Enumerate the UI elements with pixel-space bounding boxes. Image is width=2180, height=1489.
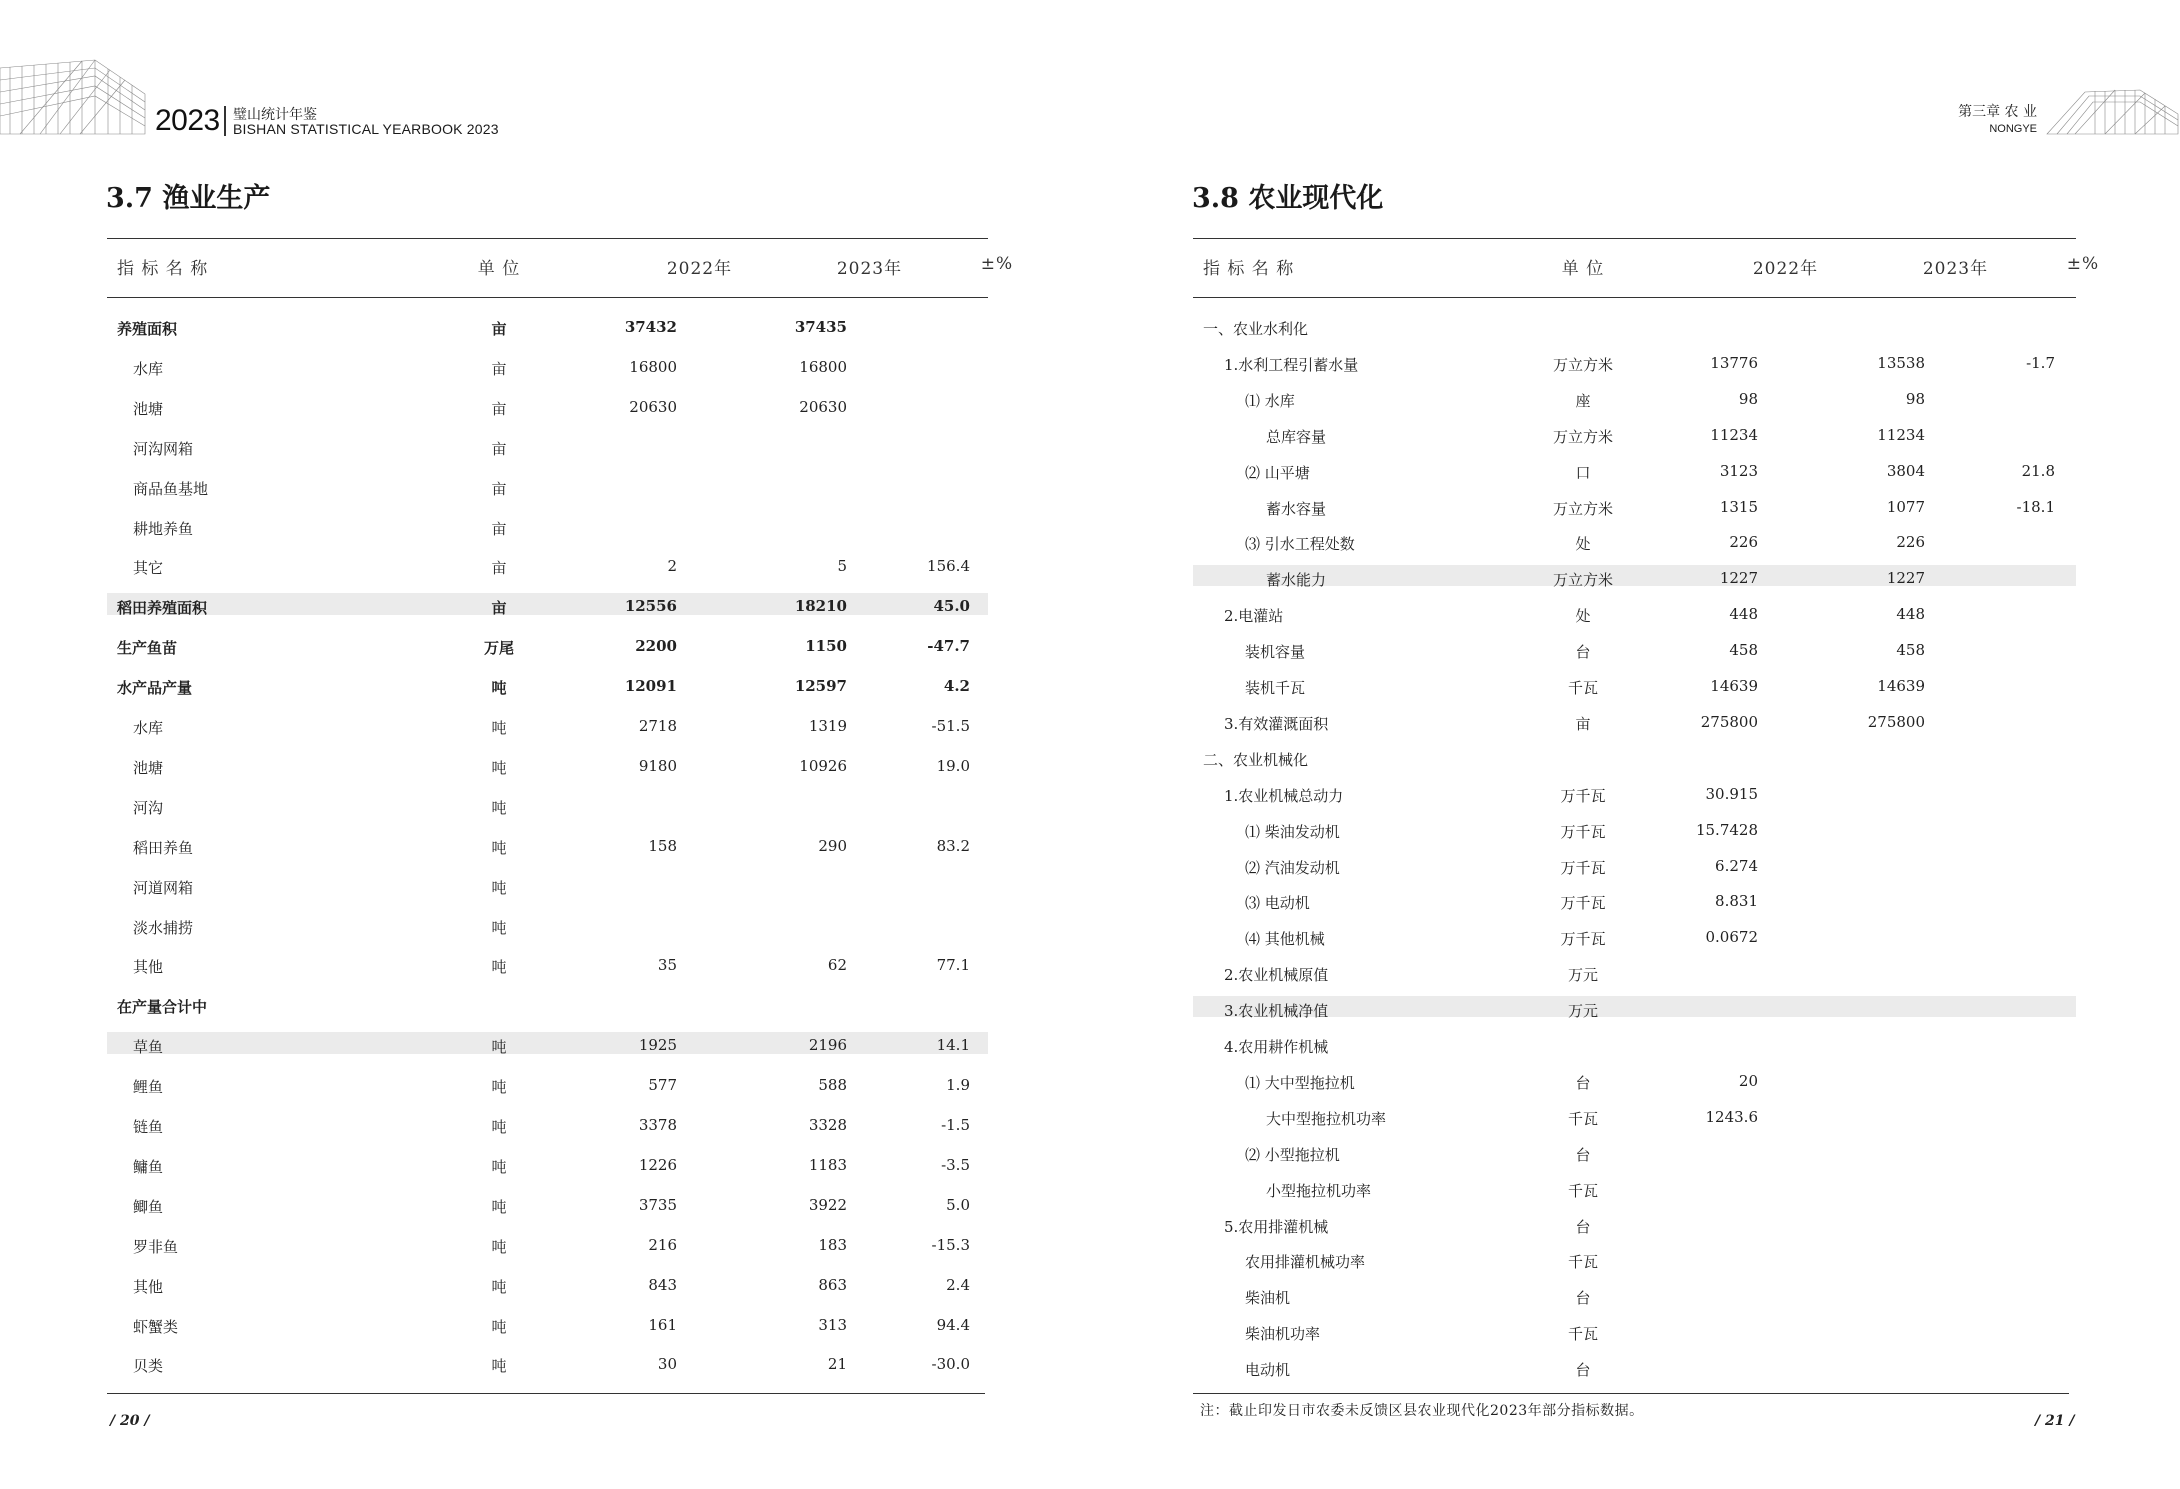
table-header — [1193, 238, 2100, 296]
row-name-cell: 链鱼 — [133, 1118, 164, 1136]
row-name-cell: 稻田养鱼 — [133, 838, 194, 857]
row-unit-cell: 吨 — [491, 1078, 507, 1097]
row-change-pct-cell: 14.1 — [936, 1036, 970, 1055]
table-row — [1193, 1176, 2076, 1200]
row-unit-cell: 吨 — [491, 1197, 507, 1216]
row-value-2022-cell: 2 — [667, 557, 677, 576]
table-row — [107, 992, 988, 1017]
row-value-2022-cell: 2718 — [638, 717, 677, 735]
row-unit-cell: 万立方米 — [1552, 355, 1613, 374]
row-name-cell: 一、农业水利化 — [1203, 320, 1309, 338]
row-name-cell: ⑶ 电动机 — [1245, 894, 1310, 913]
row-value-2023-cell: 458 — [1896, 641, 1925, 660]
table-row — [107, 514, 988, 536]
table-row — [1193, 529, 2076, 554]
row-name-cell: 2.电灌站 — [1224, 607, 1284, 626]
row-unit-cell: 台 — [1575, 1145, 1591, 1164]
row-change-pct-cell: 19.0 — [936, 756, 970, 775]
table-row — [1193, 924, 2076, 949]
row-name-cell: ⑴ 大中型拖拉机 — [1245, 1073, 1355, 1092]
row-unit-cell: 吨 — [491, 679, 507, 698]
table-row — [1193, 1140, 2076, 1164]
row-name-cell: 柴油机 — [1245, 1289, 1291, 1308]
table-row — [1193, 853, 2076, 877]
wireframe-decoration-right — [2045, 88, 2180, 136]
row-unit-cell: 亩 — [491, 399, 507, 418]
row-name-cell: 其它 — [133, 559, 164, 578]
row-name-cell: 柴油机功率 — [1245, 1325, 1321, 1344]
row-change-pct-cell: 4.2 — [943, 677, 970, 696]
row-value-2023-cell: 37435 — [794, 318, 847, 336]
row-unit-cell: 处 — [1575, 607, 1591, 626]
row-value-2023-cell: 62 — [827, 956, 847, 975]
row-unit-cell: 亩 — [491, 479, 507, 498]
row-change-pct-cell: 21.8 — [2021, 461, 2055, 480]
row-unit-cell: 吨 — [491, 1118, 507, 1136]
row-value-2022-cell: 1315 — [1719, 497, 1758, 516]
row-value-2022-cell: 16800 — [629, 357, 677, 376]
row-name-cell: ⑵ 山平塘 — [1245, 463, 1310, 482]
section-title-fishery: 3.7 渔业生产 — [106, 183, 271, 214]
row-change-pct-cell: 2.4 — [946, 1275, 970, 1294]
row-value-2022-cell: 98 — [1738, 389, 1758, 408]
row-unit-cell: 吨 — [491, 1237, 507, 1256]
row-value-2022-cell: 20 — [1738, 1071, 1758, 1090]
row-value-2023-cell: 3328 — [808, 1116, 847, 1134]
row-unit-cell: 亩 — [491, 519, 507, 538]
table-row — [1193, 745, 2076, 769]
row-value-2022-cell: 8.831 — [1715, 892, 1758, 911]
row-name-cell: 3.农业机械净值 — [1224, 1002, 1329, 1021]
row-value-2022-cell: 14639 — [1710, 677, 1758, 695]
row-name-cell: 二、农业机械化 — [1203, 750, 1309, 769]
row-change-pct-cell: 83.2 — [936, 836, 970, 855]
table-row — [1193, 458, 2076, 482]
row-name-cell: 鲤鱼 — [133, 1078, 164, 1097]
table-row — [107, 1112, 988, 1134]
table-row — [107, 394, 988, 416]
table-row — [1193, 1283, 2076, 1308]
row-change-pct-cell: -30.0 — [931, 1355, 970, 1374]
row-unit-cell: 吨 — [491, 1277, 507, 1296]
row-unit-cell: 千瓦 — [1567, 1325, 1598, 1344]
row-unit-cell: 万千瓦 — [1560, 858, 1606, 877]
row-change-pct-cell: -18.1 — [2016, 497, 2055, 516]
row-value-2023-cell: 448 — [1896, 605, 1925, 624]
row-value-2023-cell: 16800 — [799, 357, 847, 376]
row-value-2023-cell: 98 — [1905, 389, 1925, 408]
row-value-2022-cell: 843 — [648, 1275, 677, 1294]
row-change-pct-cell: -3.5 — [941, 1155, 970, 1174]
row-name-cell: 水产品产量 — [117, 679, 193, 698]
table-row — [107, 1072, 988, 1097]
row-unit-cell: 万立方米 — [1552, 499, 1613, 518]
table-bottom-rule — [1193, 1393, 2069, 1394]
row-value-2023-cell: 1077 — [1886, 497, 1925, 516]
row-value-2022-cell: 30 — [657, 1355, 677, 1374]
row-value-2023-cell: 275800 — [1867, 712, 1925, 731]
table-row — [107, 1032, 988, 1057]
row-unit-cell: 万元 — [1567, 966, 1598, 985]
row-name-cell: 电动机 — [1245, 1361, 1291, 1380]
column-header-pct: ±% — [2066, 254, 2100, 274]
row-value-2023-cell: 18210 — [794, 597, 847, 616]
row-name-cell: 5.农用排灌机械 — [1224, 1217, 1329, 1236]
row-value-2022-cell: 12091 — [624, 677, 677, 696]
row-value-2022-cell: 6.274 — [1715, 856, 1758, 875]
row-unit-cell: 吨 — [491, 758, 507, 777]
row-change-pct-cell: 77.1 — [936, 956, 970, 975]
row-name-cell: 蓄水容量 — [1266, 499, 1327, 518]
table-header-rule — [1193, 297, 2076, 298]
chapter-title-en: NONGYE — [1989, 123, 2037, 135]
row-change-pct-cell: 94.4 — [936, 1315, 970, 1334]
table-row — [1193, 637, 2076, 662]
row-name-cell: 3.有效灌溉面积 — [1224, 714, 1329, 733]
column-header-pct: ±% — [980, 254, 1014, 274]
row-name-cell: 淡水捕捞 — [133, 918, 194, 937]
row-unit-cell: 台 — [1575, 1073, 1591, 1092]
row-value-2022-cell: 1226 — [638, 1155, 677, 1174]
row-value-2022-cell: 35 — [657, 956, 677, 975]
row-value-2022-cell: 458 — [1729, 641, 1758, 660]
row-unit-cell: 吨 — [491, 878, 507, 897]
table-row — [107, 1312, 988, 1334]
row-unit-cell: 万千瓦 — [1560, 894, 1606, 913]
row-value-2023-cell: 13538 — [1877, 353, 1925, 372]
table-row — [107, 474, 988, 496]
row-unit-cell: 处 — [1575, 535, 1591, 554]
table-row — [107, 1272, 988, 1294]
table-row — [1193, 781, 2076, 805]
row-value-2023-cell: 14639 — [1877, 677, 1925, 695]
row-name-cell: 鲫鱼 — [133, 1197, 164, 1216]
table-row — [107, 1351, 988, 1376]
row-name-cell: 耕地养鱼 — [133, 519, 194, 538]
modernization-table — [1193, 238, 2100, 1395]
column-header-name: 指 标 名 称 — [117, 259, 209, 279]
header-book-title-cn: 璧山统计年鉴 — [233, 107, 317, 123]
row-name-cell: 稻田养殖面积 — [117, 599, 208, 618]
row-name-cell: 1.农业机械总动力 — [1224, 786, 1344, 805]
row-name-cell: 水库 — [133, 359, 164, 378]
row-unit-cell: 亩 — [491, 320, 507, 338]
header-book-title-en: BISHAN STATISTICAL YEARBOOK 2023 — [233, 121, 499, 137]
row-unit-cell: 千瓦 — [1567, 679, 1598, 697]
page-number-right: / 21 / — [2035, 1413, 2075, 1429]
row-value-2023-cell: 1183 — [808, 1155, 847, 1174]
row-value-2023-cell: 183 — [818, 1235, 847, 1254]
table-row — [1193, 996, 2076, 1021]
row-name-cell: 在产量合计中 — [117, 998, 208, 1017]
row-name-cell: 池塘 — [133, 399, 164, 418]
table-row — [1193, 494, 2076, 518]
row-name-cell: 养殖面积 — [117, 320, 178, 338]
row-value-2023-cell: 3922 — [808, 1195, 847, 1214]
column-header-2022: 2022年 — [666, 259, 733, 279]
column-header-2023: 2023年 — [836, 259, 903, 279]
row-unit-cell: 台 — [1575, 643, 1591, 662]
table-row — [107, 833, 988, 855]
row-value-2023-cell: 313 — [818, 1315, 847, 1334]
row-value-2023-cell: 5 — [837, 557, 847, 576]
row-value-2022-cell: 275800 — [1700, 712, 1758, 731]
row-value-2022-cell: 12556 — [624, 597, 677, 616]
table-row — [107, 314, 988, 336]
row-value-2022-cell: 1227 — [1719, 569, 1758, 588]
row-name-cell: 2.农业机械原值 — [1224, 966, 1329, 985]
table-row — [1193, 1104, 2076, 1128]
table-row — [1193, 888, 2076, 913]
row-name-cell: ⑵ 小型拖拉机 — [1245, 1145, 1340, 1164]
table-row — [1193, 601, 2076, 626]
table-header — [107, 238, 1014, 296]
row-name-cell: 罗非鱼 — [133, 1237, 179, 1256]
table-row — [107, 673, 988, 698]
table-row — [1193, 565, 2076, 590]
row-value-2023-cell: 1227 — [1886, 569, 1925, 588]
table-row — [1193, 709, 2076, 733]
row-unit-cell: 万千瓦 — [1560, 930, 1606, 949]
section-title-modernization: 3.8 农业现代化 — [1192, 183, 1384, 214]
row-name-cell: ⑶ 引水工程处数 — [1245, 535, 1355, 554]
row-unit-cell: 万立方米 — [1552, 427, 1613, 446]
row-change-pct-cell: 156.4 — [927, 557, 970, 576]
row-value-2022-cell: 158 — [648, 836, 677, 855]
row-name-cell: 池塘 — [133, 758, 164, 777]
row-value-2022-cell: 13776 — [1710, 353, 1758, 372]
row-value-2022-cell: 161 — [648, 1315, 677, 1334]
row-value-2023-cell: 10926 — [799, 756, 847, 775]
row-unit-cell: 吨 — [491, 1038, 507, 1057]
footnote: 注：截止印发日市农委未反馈区县农业现代化2023年部分指标数据。 — [1200, 1403, 1644, 1419]
row-name-cell: 其他 — [133, 958, 164, 977]
row-unit-cell: 台 — [1575, 1217, 1591, 1236]
table-row — [1193, 1355, 2076, 1380]
table-row — [1193, 314, 2076, 338]
row-unit-cell: 亩 — [491, 599, 507, 618]
row-name-cell: 河道网箱 — [133, 878, 194, 897]
table-row — [107, 793, 988, 815]
row-unit-cell: 吨 — [491, 798, 507, 817]
table-row — [107, 1192, 988, 1214]
row-name-cell: 装机容量 — [1245, 643, 1306, 662]
table-row — [1193, 386, 2076, 410]
row-unit-cell: 口 — [1575, 463, 1591, 482]
row-value-2022-cell: 226 — [1729, 533, 1758, 552]
column-header-2022: 2022年 — [1752, 259, 1819, 279]
row-name-cell: ⑷ 其他机械 — [1245, 930, 1325, 949]
table-row — [1193, 1319, 2076, 1344]
row-value-2022-cell: 11234 — [1710, 425, 1758, 444]
row-name-cell: 4.农用耕作机械 — [1224, 1038, 1329, 1056]
row-value-2022-cell: 448 — [1729, 605, 1758, 624]
row-value-2022-cell: 20630 — [629, 397, 677, 416]
row-value-2022-cell: 3735 — [638, 1195, 677, 1214]
table-row — [107, 952, 988, 977]
column-header-2023: 2023年 — [1922, 259, 1989, 279]
row-name-cell: 草鱼 — [133, 1038, 164, 1057]
row-value-2022-cell: 3123 — [1719, 461, 1758, 480]
row-name-cell: 小型拖拉机功率 — [1266, 1181, 1372, 1200]
row-unit-cell: 台 — [1575, 1289, 1591, 1308]
row-value-2023-cell: 2196 — [808, 1036, 847, 1055]
row-unit-cell: 万千瓦 — [1560, 786, 1606, 805]
row-name-cell: 蓄水能力 — [1266, 571, 1327, 590]
chapter-title-cn: 第三章 农 业 — [1958, 104, 2037, 120]
table-row — [1193, 817, 2076, 841]
wireframe-decoration-left — [0, 58, 150, 136]
table-bottom-rule — [107, 1393, 985, 1394]
row-unit-cell: 亩 — [491, 439, 507, 458]
table-row — [1193, 422, 2076, 446]
table-header-rule — [107, 297, 988, 298]
column-header-unit: 单 位 — [1561, 259, 1605, 279]
row-change-pct-cell: -51.5 — [931, 717, 970, 735]
row-change-pct-cell: -1.7 — [2026, 353, 2055, 372]
row-unit-cell: 吨 — [491, 719, 507, 737]
row-unit-cell: 亩 — [491, 559, 507, 578]
row-name-cell: ⑴ 柴油发动机 — [1245, 822, 1340, 841]
row-name-cell: 装机千瓦 — [1245, 679, 1306, 697]
row-value-2023-cell: 1319 — [808, 717, 847, 735]
row-value-2023-cell: 588 — [818, 1076, 847, 1095]
row-unit-cell: 亩 — [491, 359, 507, 378]
row-name-cell: 商品鱼基地 — [133, 479, 209, 498]
table-row — [107, 1152, 988, 1174]
row-value-2023-cell: 3804 — [1886, 461, 1925, 480]
row-name-cell: 水库 — [133, 719, 164, 737]
row-value-2023-cell: 290 — [818, 836, 847, 855]
row-unit-cell: 千瓦 — [1567, 1253, 1598, 1272]
row-value-2022-cell: 2200 — [635, 637, 677, 656]
row-unit-cell: 万尾 — [483, 639, 514, 658]
row-name-cell: 鳙鱼 — [133, 1157, 164, 1176]
row-unit-cell: 吨 — [491, 1317, 507, 1336]
table-row — [1193, 350, 2076, 374]
table-row — [107, 913, 988, 935]
table-row — [107, 354, 988, 376]
row-name-cell: 生产鱼苗 — [117, 639, 178, 658]
table-row — [1193, 1032, 2076, 1056]
row-value-2023-cell: 11234 — [1877, 425, 1925, 444]
row-value-2023-cell: 226 — [1896, 533, 1925, 552]
table-row — [1193, 1212, 2076, 1236]
column-header-unit: 单 位 — [477, 259, 521, 279]
row-name-cell: ⑴ 水库 — [1245, 391, 1295, 410]
row-change-pct-cell: 5.0 — [946, 1195, 970, 1214]
row-change-pct-cell: -1.5 — [941, 1116, 970, 1134]
chapter-header — [1958, 101, 2037, 135]
row-value-2023-cell: 863 — [818, 1275, 847, 1294]
column-header-name: 指 标 名 称 — [1203, 259, 1295, 279]
table-row — [107, 1232, 988, 1254]
table-row — [107, 553, 988, 578]
row-unit-cell: 万千瓦 — [1560, 822, 1606, 841]
row-unit-cell: 吨 — [491, 1157, 507, 1176]
row-value-2023-cell: 20630 — [799, 397, 847, 416]
table-row — [1193, 1247, 2076, 1272]
row-value-2022-cell: 1243.6 — [1705, 1107, 1758, 1126]
row-value-2023-cell: 12597 — [794, 677, 847, 696]
row-value-2022-cell: 216 — [648, 1235, 677, 1254]
row-name-cell: 贝类 — [133, 1357, 164, 1376]
table-row — [1193, 960, 2076, 985]
row-value-2022-cell: 1925 — [638, 1036, 677, 1055]
table-row — [1193, 1068, 2076, 1092]
row-unit-cell: 座 — [1575, 391, 1591, 410]
row-name-cell: 河沟网箱 — [133, 439, 194, 458]
row-unit-cell: 万立方米 — [1552, 571, 1613, 590]
header-separator — [224, 106, 226, 136]
table-row — [1193, 673, 2076, 697]
row-name-cell: ⑵ 汽油发动机 — [1245, 858, 1340, 877]
row-unit-cell: 千瓦 — [1567, 1109, 1598, 1128]
fishery-table — [107, 238, 1014, 1395]
table-row — [107, 713, 988, 735]
row-unit-cell: 吨 — [491, 838, 507, 857]
table-row — [107, 753, 988, 775]
row-change-pct-cell: 1.9 — [946, 1076, 970, 1095]
row-value-2022-cell: 0.0672 — [1705, 928, 1758, 947]
row-unit-cell: 亩 — [1575, 714, 1591, 733]
row-value-2023-cell: 1150 — [805, 637, 847, 656]
row-name-cell: 其他 — [133, 1277, 164, 1296]
row-name-cell: 1.水利工程引蓄水量 — [1224, 355, 1359, 374]
row-value-2022-cell: 9180 — [638, 756, 677, 775]
row-unit-cell: 吨 — [491, 1357, 507, 1376]
row-change-pct-cell: -15.3 — [931, 1235, 970, 1254]
row-name-cell: 总库容量 — [1266, 427, 1327, 446]
row-name-cell: 河沟 — [133, 798, 164, 817]
row-unit-cell: 台 — [1575, 1361, 1591, 1380]
row-change-pct-cell: -47.7 — [927, 637, 970, 656]
row-unit-cell: 吨 — [491, 918, 507, 937]
row-name-cell: 大中型拖拉机功率 — [1266, 1109, 1387, 1128]
row-value-2023-cell: 21 — [827, 1355, 847, 1374]
row-name-cell: 虾蟹类 — [133, 1317, 179, 1336]
page-number-left: / 20 / — [110, 1413, 150, 1429]
row-name-cell: 农用排灌机械功率 — [1245, 1253, 1366, 1272]
row-value-2022-cell: 577 — [648, 1076, 677, 1095]
row-unit-cell: 吨 — [491, 958, 507, 977]
row-value-2022-cell: 3378 — [638, 1116, 677, 1134]
table-row — [107, 434, 988, 456]
row-value-2022-cell: 30.915 — [1705, 784, 1758, 803]
header-year: 2023 — [155, 104, 220, 137]
row-change-pct-cell: 45.0 — [933, 597, 970, 616]
row-unit-cell: 千瓦 — [1567, 1181, 1598, 1200]
table-row — [107, 593, 988, 618]
table-row — [107, 633, 988, 658]
table-row — [107, 873, 988, 895]
row-value-2022-cell: 37432 — [624, 318, 677, 336]
row-value-2022-cell: 15.7428 — [1695, 820, 1758, 839]
row-unit-cell: 万元 — [1567, 1002, 1598, 1021]
